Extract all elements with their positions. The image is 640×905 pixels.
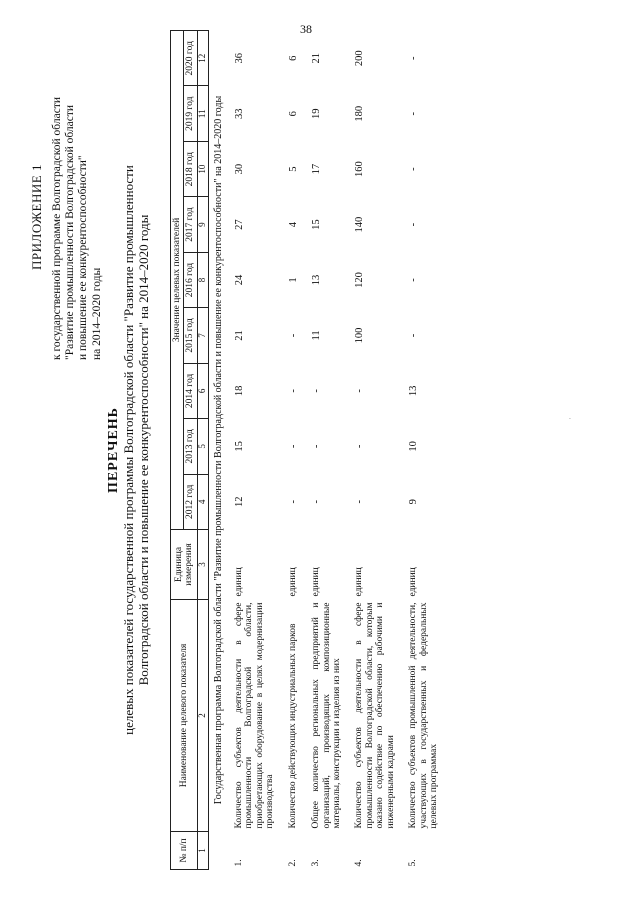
scan-speck: · (565, 417, 575, 420)
row-value: - (354, 500, 366, 504)
row-value: - (408, 167, 420, 171)
row-value: 13 (408, 385, 420, 397)
row-value: 11 (311, 330, 323, 341)
header-year: 2018 год (184, 141, 197, 196)
row-value: 15 (311, 219, 323, 230)
row-value: 180 (354, 105, 366, 122)
heading-line: целевых показателей государственной программы Волгоградской области "Развитие промышленности (121, 165, 136, 735)
row-value: 24 (233, 274, 245, 286)
column-number: 3 (197, 530, 208, 600)
row-value: - (311, 389, 323, 393)
appendix-line: и повышение ее конкурентоспособности" (77, 155, 90, 360)
document-heading (106, 20, 152, 880)
row-indicator-name: Общее количество региональных предприятий и организаций, производящих композиционные материалы, конструкции и изделия из них (311, 602, 342, 829)
row-value: 13 (311, 274, 323, 286)
column-number: 6 (197, 363, 208, 418)
header-year: 2017 год (184, 197, 197, 252)
appendix-line: к государственной программе Волгоградской области (50, 97, 63, 360)
header-name: Наименование целевого показателя (171, 600, 198, 832)
row-value: 1 (287, 277, 299, 283)
header-year: 2014 год (184, 363, 197, 418)
row-value: 12 (233, 496, 245, 508)
header-year: 2016 год (184, 252, 197, 307)
row-value: 4 (287, 221, 299, 228)
row-unit: единиц (233, 567, 244, 597)
row-value: 30 (233, 163, 245, 175)
row-value: 9 (408, 499, 420, 505)
row-unit: единиц (287, 567, 298, 597)
row-unit: единиц (408, 567, 419, 597)
appendix-block (30, 30, 104, 360)
program-row: Государственная программа Волгоградской области "Развитие промышленности Волгоградской области и повышение ее конкурентоспособности" на 2014–2020 годы (212, 95, 224, 805)
column-number: 11 (197, 86, 208, 141)
row-value: 21 (233, 330, 245, 341)
row-value: - (287, 389, 299, 393)
row-value: - (408, 222, 420, 227)
row-num: 4. (354, 859, 365, 867)
row-value: 17 (311, 163, 323, 175)
row-num: 3. (311, 859, 322, 867)
column-number: 5 (197, 419, 208, 474)
row-value: - (408, 111, 420, 116)
column-number: 8 (197, 252, 208, 307)
table-row (305, 31, 348, 870)
row-value: - (287, 444, 299, 449)
column-number: 9 (197, 197, 208, 252)
row-value: - (354, 444, 366, 449)
appendix-line: на 2014–2020 годы (90, 267, 103, 360)
row-value: 140 (354, 216, 366, 233)
column-number: 7 (197, 308, 208, 363)
header-values-group: Значение целевых показателей (171, 31, 184, 530)
row-num: 1. (233, 859, 244, 867)
row-num: 2. (287, 859, 298, 867)
row-value: - (354, 389, 366, 393)
row-value: - (311, 444, 323, 449)
table-row (228, 31, 282, 870)
row-unit: единиц (354, 567, 365, 597)
row-num: 5. (408, 859, 419, 867)
heading-line: Волгоградской области и повышение ее конкурентоспособности" на 2014–2020 годы (135, 214, 151, 686)
appendix-title: ПРИЛОЖЕНИЕ 1 (29, 164, 44, 270)
row-value: - (311, 500, 323, 504)
row-unit: единиц (311, 567, 322, 597)
row-value: - (408, 278, 420, 282)
row-value: - (408, 333, 420, 338)
row-value: 27 (233, 219, 245, 230)
row-value: - (287, 333, 299, 338)
indicators-table (170, 30, 445, 870)
row-value: - (287, 500, 299, 504)
row-value: 6 (287, 111, 299, 117)
header-num: № п/п (171, 832, 198, 870)
column-number: 2 (197, 600, 208, 832)
column-number: 12 (197, 31, 208, 87)
header-unit: Единица измерения (171, 530, 198, 600)
header-year: 2012 год (184, 474, 197, 529)
row-value: 18 (233, 385, 245, 397)
page-number: 38 (300, 22, 312, 36)
header-year: 2020 год (184, 31, 197, 87)
row-value: 160 (354, 161, 366, 178)
column-number: 1 (197, 832, 208, 870)
row-indicator-name: Количество действующих индустриальных парков (287, 623, 298, 829)
table-row (282, 31, 306, 870)
row-indicator-name: Количество субъектов деятельности в сфере промышленности Волгоградской области, приобретающих оборудование в целях модернизации производства (233, 602, 276, 829)
row-value: - (408, 56, 420, 60)
row-value: 36 (233, 53, 245, 64)
column-number: 4 (197, 474, 208, 529)
table-row (348, 31, 402, 870)
row-value: 33 (233, 108, 245, 119)
rotated-document-sheet (20, 20, 620, 880)
row-value: 200 (354, 50, 366, 67)
header-year: 2015 год (184, 308, 197, 363)
appendix-line: "Развитие промышленности Волгоградской области (64, 104, 77, 360)
row-indicator-name: Количество субъектов деятельности в сфере промышленности Волгоградской области, которым оказано содействие по обеспечению рабочими и инженерными кадрами (354, 602, 396, 829)
row-value: 19 (311, 108, 323, 119)
row-value: 6 (287, 55, 299, 61)
table-row (402, 31, 445, 870)
column-number: 10 (197, 141, 208, 196)
row-value: 5 (287, 166, 299, 172)
row-indicator-name: Количество субъектов промышленной деятельности, участвующих в государственных и федеральных целевых программах (408, 602, 439, 829)
row-value: 120 (354, 272, 366, 288)
row-value: 10 (408, 441, 420, 452)
header-year: 2019 год (184, 86, 197, 141)
row-value: 15 (233, 441, 245, 452)
heading-title: ПЕРЕЧЕНЬ (106, 407, 121, 493)
row-value: 100 (354, 327, 366, 344)
row-value: 21 (311, 53, 323, 64)
header-year: 2013 год (184, 419, 197, 474)
